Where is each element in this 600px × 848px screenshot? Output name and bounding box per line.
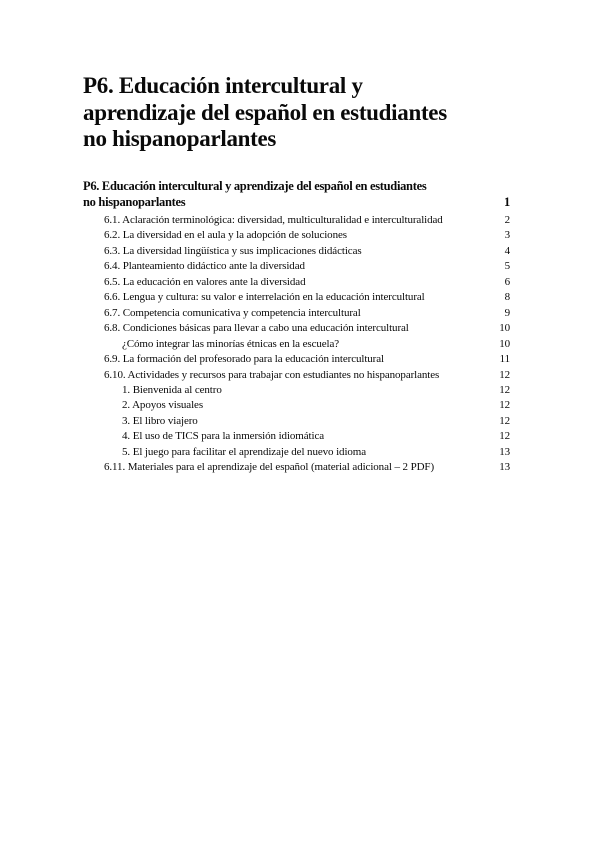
toc-item-label: 6.3. La diversidad lingüística y sus implicaciones didácticas: [104, 244, 362, 257]
toc-heading-line-2: no hispanoparlantes: [83, 194, 186, 209]
toc-page-number: 3: [504, 229, 510, 242]
toc-item[interactable]: [83, 398, 510, 413]
toc-item[interactable]: [83, 429, 510, 444]
toc-item[interactable]: [83, 228, 510, 243]
toc-item-label: 3. El libro viajero: [122, 414, 198, 427]
toc-page-number: 13: [499, 445, 510, 458]
toc-page-number: 5: [504, 260, 510, 273]
toc-heading-entry[interactable]: [83, 179, 510, 210]
toc-page-number: 9: [504, 306, 510, 319]
toc-page-number: 12: [499, 399, 510, 412]
toc-item-label: 6.4. Planteamiento didáctico ante la diversidad: [104, 260, 305, 273]
toc-page-number: 11: [499, 353, 510, 366]
toc-item-label: 6.2. La diversidad en el aula y la adopción de soluciones: [104, 229, 347, 242]
toc-item-label: 1. Bienvenida al centro: [122, 383, 222, 396]
table-of-contents: [83, 179, 510, 476]
toc-item[interactable]: [83, 460, 510, 475]
toc-item[interactable]: [83, 290, 510, 305]
toc-page-number: 2: [504, 214, 510, 226]
toc-item[interactable]: [83, 445, 510, 460]
toc-page-number: 12: [499, 414, 510, 427]
toc-item[interactable]: [83, 244, 510, 259]
toc-item-label: 6.1. Aclaración terminológica: diversidad, multiculturalidad e interculturalidad: [104, 214, 443, 226]
toc-item[interactable]: [83, 259, 510, 274]
toc-heading-line-1: P6. Educación intercultural y aprendizaje del español en estudiantes: [83, 179, 427, 193]
toc-item-label: 6.10. Actividades y recursos para trabajar con estudiantes no hispanoparlantes: [104, 368, 440, 381]
toc-page-number: 10: [499, 322, 510, 335]
toc-list: [83, 213, 510, 476]
toc-item-label: 6.7. Competencia comunicativa y competencia intercultural: [104, 306, 361, 319]
toc-page-number: 12: [499, 430, 510, 443]
document-title-line-1: P6. Educación intercultural y: [83, 73, 363, 98]
toc-page-number: 12: [499, 368, 510, 381]
toc-item[interactable]: [83, 414, 510, 429]
document-title: [83, 73, 447, 153]
toc-item[interactable]: [83, 306, 510, 321]
toc-item[interactable]: [83, 368, 510, 383]
document-title-line-3: no hispanoparlantes: [83, 126, 277, 151]
toc-item-label: 6.11. Materiales para el aprendizaje del español (material adicional – 2 PDF): [104, 461, 435, 474]
toc-item-label: ¿Cómo integrar las minorías étnicas en la escuela?: [122, 337, 340, 350]
document-title-line-2: aprendizaje del español en estudiantes: [83, 99, 447, 125]
toc-page-number: 8: [504, 291, 510, 304]
toc-item[interactable]: [83, 352, 510, 367]
toc-item[interactable]: [83, 275, 510, 290]
toc-item[interactable]: [83, 321, 510, 336]
toc-page-number: 12: [499, 383, 510, 396]
toc-item-label: 6.5. La educación en valores ante la diversidad: [104, 275, 306, 288]
toc-item-label: 6.6. Lengua y cultura: su valor e interrelación en la educación intercultural: [104, 291, 425, 304]
toc-page-number: 10: [499, 337, 510, 350]
toc-item[interactable]: [83, 337, 510, 352]
toc-item-label: 4. El uso de TICS para la inmersión idiomática: [122, 430, 325, 443]
toc-page-number: 6: [504, 275, 510, 288]
toc-item[interactable]: [83, 213, 510, 228]
toc-item-label: 6.8. Condiciones básicas para llevar a cabo una educación intercultural: [104, 322, 409, 335]
toc-heading-label: [83, 179, 510, 210]
toc-item[interactable]: [83, 383, 510, 398]
toc-item-label: 2. Apoyos visuales: [122, 399, 204, 412]
toc-page-number: 1: [504, 194, 510, 209]
toc-item-label: 5. El juego para facilitar el aprendizaje del nuevo idioma: [122, 445, 367, 458]
toc-page-number: 4: [504, 244, 510, 257]
toc-page-number: 13: [499, 461, 510, 474]
toc-item-label: 6.9. La formación del profesorado para la educación intercultural: [104, 353, 384, 366]
